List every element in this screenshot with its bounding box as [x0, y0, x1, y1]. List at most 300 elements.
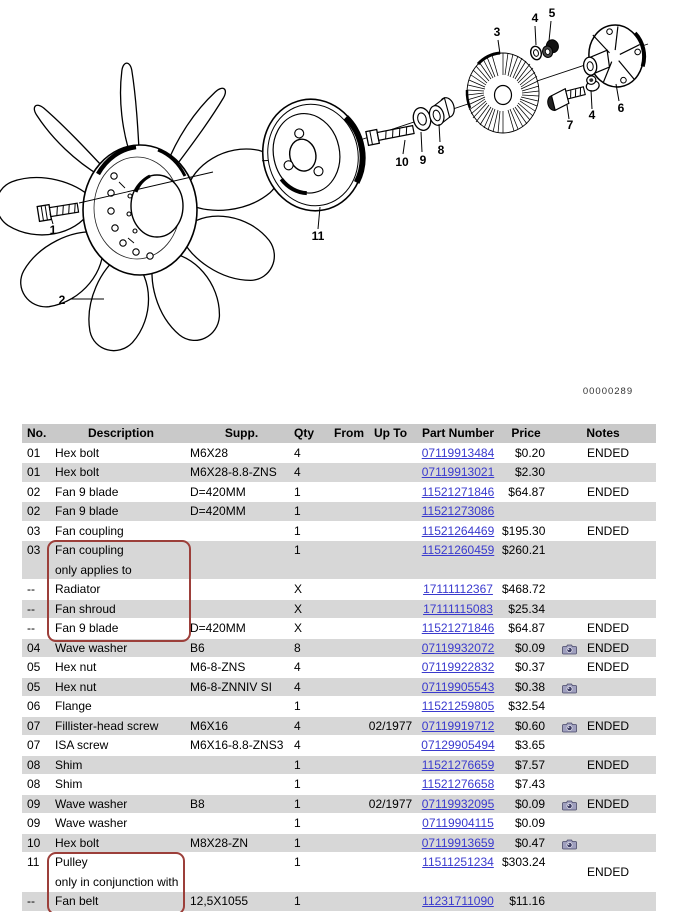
- cell-description: [52, 463, 190, 483]
- cell-notes: [550, 541, 656, 580]
- part-number-link[interactable]: 07119919712: [421, 718, 495, 733]
- callout-6: 6: [617, 101, 625, 115]
- cell-from: [331, 717, 367, 737]
- cell-qty: 1: [294, 777, 301, 791]
- cell-description: [52, 756, 190, 776]
- part-number-link[interactable]: 07119913659: [421, 835, 495, 850]
- description-text: Pulley: [55, 855, 88, 869]
- photo-camera-icon[interactable]: [562, 681, 579, 693]
- cell-part-number: [414, 736, 502, 756]
- cell-part-number: [414, 502, 502, 522]
- cell-part-number: [414, 463, 502, 483]
- description-note-text: only applies to: [55, 562, 132, 577]
- cell-part-number: [414, 814, 502, 834]
- cell-notes: [550, 502, 656, 522]
- ended-label: ENDED: [587, 864, 630, 879]
- table-row: [22, 678, 656, 698]
- cell-no: 01: [27, 465, 41, 479]
- cell-qty: 1: [294, 757, 301, 772]
- description-text: Shim: [55, 757, 83, 772]
- cell-price: $3.65: [514, 738, 545, 752]
- camera-slot-empty: [562, 779, 579, 791]
- cell-notes: [550, 814, 656, 834]
- table-row: [22, 541, 656, 580]
- cell-notes: [550, 678, 656, 698]
- cell-part-number: [414, 541, 502, 580]
- cell-no: --: [27, 601, 35, 616]
- table-row: [22, 600, 656, 620]
- description-text: Shim: [55, 777, 83, 791]
- part-number-link[interactable]: 07119932072: [421, 640, 495, 655]
- cell-from: [331, 463, 367, 483]
- description-text: Fan shroud: [55, 601, 116, 616]
- table-row: [22, 463, 656, 483]
- cell-supp: [190, 697, 293, 717]
- hex-nut-5-drawing: [540, 38, 561, 58]
- header-part-number: Part Number: [421, 426, 495, 440]
- cell-up-to: [367, 658, 414, 678]
- cell-notes: [550, 834, 656, 854]
- cell-supp: [190, 775, 293, 795]
- part-number-link[interactable]: 17111115083: [423, 601, 493, 616]
- cell-part-number: [414, 444, 502, 464]
- cell-qty: 4: [294, 718, 301, 733]
- callout-4-right: 4: [588, 108, 596, 122]
- fan-coupling-drawing: [467, 53, 539, 133]
- cell-up-to: [367, 502, 414, 522]
- cell-qty: 1: [294, 894, 301, 908]
- header-up-to: Up To: [373, 426, 408, 440]
- cell-from: [331, 502, 367, 522]
- description-note-text: only in conjunction with: [55, 874, 179, 889]
- camera-slot-empty: [562, 467, 579, 479]
- cell-up-to: [367, 541, 414, 580]
- table-row: [22, 483, 656, 503]
- cell-part-number: [414, 678, 502, 698]
- cell-part-number: [414, 522, 502, 542]
- cell-up-to: [367, 463, 414, 483]
- cell-no: 09: [27, 796, 41, 811]
- camera-slot-empty: [562, 584, 579, 596]
- cell-qty: 1: [294, 816, 301, 830]
- cell-description: [52, 444, 190, 464]
- description-text: Fan coupling: [55, 523, 124, 538]
- camera-slot-empty: [562, 818, 579, 830]
- table-row: [22, 795, 656, 815]
- cell-qty: X: [294, 601, 303, 616]
- ended-label: ENDED: [587, 484, 630, 499]
- header-price: Price: [511, 426, 541, 440]
- part-number-link[interactable]: 11511251234: [422, 855, 494, 869]
- cell-notes: [550, 619, 656, 639]
- cell-supp: M6X16: [190, 718, 229, 733]
- cell-up-to: 02/1977: [368, 796, 413, 811]
- cell-description: [52, 580, 190, 600]
- camera-slot-empty: [562, 662, 579, 674]
- ended-label: ENDED: [587, 445, 630, 460]
- cell-price: [502, 502, 550, 522]
- cell-up-to: [367, 522, 414, 542]
- hex-bolt-10-drawing: [366, 123, 415, 146]
- callout-7: 7: [566, 118, 574, 132]
- cell-from: [331, 756, 367, 776]
- cell-supp: [190, 814, 293, 834]
- cell-no: 04: [27, 640, 41, 655]
- cell-up-to: [367, 853, 414, 892]
- table-row: [22, 853, 656, 892]
- table-row: [22, 580, 656, 600]
- cell-from: [331, 639, 367, 659]
- part-number-link[interactable]: 17111112367: [423, 582, 493, 596]
- camera-slot-empty: [562, 506, 579, 518]
- cell-supp: M8X28-ZN: [190, 835, 249, 850]
- table-row: [22, 775, 656, 795]
- cell-supp: D=420MM: [190, 484, 246, 499]
- cell-no: 10: [27, 835, 41, 850]
- cell-up-to: [367, 697, 414, 717]
- cell-price: $64.87: [508, 621, 545, 635]
- parts-table: [22, 424, 656, 912]
- cell-part-number: [414, 658, 502, 678]
- cell-from: [331, 892, 367, 912]
- cell-qty: 1: [294, 855, 301, 869]
- part-number-link[interactable]: 07119922832: [421, 660, 495, 674]
- cell-qty: 8: [294, 640, 301, 655]
- camera-slot-empty: [562, 759, 579, 771]
- diagram-canvas: [0, 0, 677, 424]
- part-number-link[interactable]: 11521276658: [421, 777, 495, 791]
- cell-price: $7.57: [514, 757, 545, 772]
- cell-supp: [190, 522, 293, 542]
- cell-description: [52, 795, 190, 815]
- cell-qty: 1: [294, 543, 301, 557]
- fillister-screw-7-drawing: [545, 84, 587, 111]
- header-notes: Notes: [586, 426, 620, 440]
- cell-from: [331, 775, 367, 795]
- cell-description: [52, 522, 190, 542]
- cell-notes: [550, 444, 656, 464]
- table-row: [22, 736, 656, 756]
- description-text: Fan 9 blade: [55, 621, 119, 635]
- description-text: Wave washer: [55, 816, 128, 830]
- cell-part-number: [414, 892, 502, 912]
- cell-price: $0.20: [514, 445, 545, 460]
- cell-no: 09: [27, 816, 41, 830]
- cell-supp: M6-8-ZNNIV SI: [190, 679, 273, 694]
- cell-description: [52, 814, 190, 834]
- cell-from: [331, 580, 367, 600]
- ended-label: ENDED: [587, 621, 630, 635]
- cell-from: [331, 736, 367, 756]
- cell-part-number: [414, 853, 502, 892]
- cell-supp: 12,5X1055: [190, 894, 249, 908]
- part-number-link[interactable]: 07119904115: [422, 816, 494, 830]
- table-row: [22, 892, 656, 912]
- table-row: [22, 444, 656, 464]
- description-text: Hex nut: [55, 679, 97, 694]
- photo-camera-icon[interactable]: [562, 798, 579, 810]
- cell-notes: [550, 717, 656, 737]
- cell-part-number: [414, 717, 502, 737]
- cell-supp: M6X16-8.8-ZNS3: [190, 738, 284, 752]
- header-supp: Supp.: [224, 426, 259, 440]
- cell-notes: [550, 892, 656, 912]
- header-qty: Qty: [294, 426, 315, 440]
- cell-qty: 1: [294, 835, 301, 850]
- header-description: Description: [87, 426, 154, 440]
- cell-part-number: [414, 639, 502, 659]
- cell-qty: 4: [294, 465, 301, 479]
- table-row: [22, 522, 656, 542]
- exploded-view-diagram: [0, 0, 677, 424]
- cell-price: $0.37: [514, 660, 545, 674]
- table-row: [22, 639, 656, 659]
- cell-supp: D=420MM: [190, 621, 246, 635]
- cell-up-to: [367, 756, 414, 776]
- table-header-row: [22, 424, 656, 444]
- cell-description: [52, 658, 190, 678]
- description-text: ISA screw: [55, 738, 109, 752]
- camera-slot-empty: [562, 623, 579, 635]
- cell-qty: 1: [294, 484, 301, 499]
- cell-from: [331, 619, 367, 639]
- cell-notes: [550, 697, 656, 717]
- description-text: Wave washer: [55, 640, 128, 655]
- cell-no: 08: [27, 757, 41, 772]
- cell-price: $25.34: [508, 601, 545, 616]
- cell-up-to: [367, 775, 414, 795]
- cell-up-to: [367, 483, 414, 503]
- cell-no: 08: [27, 777, 41, 791]
- cell-supp: [190, 853, 293, 892]
- cell-notes: [550, 580, 656, 600]
- description-text: Fan 9 blade: [55, 504, 119, 518]
- cell-supp: B8: [190, 796, 205, 811]
- cell-qty: 4: [294, 660, 301, 674]
- cell-description: [52, 834, 190, 854]
- description-text: Wave washer: [55, 796, 128, 811]
- camera-slot-empty: [562, 740, 579, 752]
- cell-price: $0.09: [514, 796, 545, 811]
- wave-washer-4-top-drawing: [529, 45, 543, 61]
- description-text: Hex bolt: [55, 835, 100, 850]
- cell-price: $7.43: [514, 777, 545, 791]
- cell-price: $303.24: [502, 855, 546, 869]
- cell-description: [52, 717, 190, 737]
- part-number-link[interactable]: 07119913484: [421, 445, 495, 460]
- cell-part-number: [414, 697, 502, 717]
- cell-no: 02: [27, 484, 41, 499]
- description-text: Radiator: [55, 582, 101, 596]
- cell-notes: [550, 775, 656, 795]
- cell-description: [52, 502, 190, 522]
- ended-label: ENDED: [587, 796, 630, 811]
- cell-from: [331, 658, 367, 678]
- callout-4-top: 4: [531, 11, 539, 25]
- photo-camera-icon[interactable]: [562, 642, 579, 654]
- table-row: [22, 814, 656, 834]
- cell-supp: [190, 580, 293, 600]
- ended-label: ENDED: [587, 718, 630, 733]
- cell-from: [331, 678, 367, 698]
- cell-supp: M6X28-8.8-ZNS: [190, 465, 277, 479]
- table-row: [22, 658, 656, 678]
- description-text: Fan belt: [55, 894, 99, 908]
- header-no: No.: [27, 426, 47, 440]
- cell-qty: X: [294, 621, 303, 635]
- cell-no: --: [27, 582, 35, 596]
- table-row: [22, 756, 656, 776]
- cell-qty: 4: [294, 679, 301, 694]
- part-number-link[interactable]: 11231711090: [422, 894, 494, 908]
- part-number-link[interactable]: 07129905494: [421, 738, 495, 752]
- cell-part-number: [414, 600, 502, 620]
- cell-up-to: 02/1977: [368, 718, 413, 733]
- cell-up-to: [367, 600, 414, 620]
- cell-from: [331, 697, 367, 717]
- photo-camera-icon[interactable]: [562, 720, 579, 732]
- cell-supp: [190, 600, 293, 620]
- cell-from: [331, 600, 367, 620]
- callout-3: 3: [493, 25, 501, 39]
- cell-notes: [550, 658, 656, 678]
- cell-description: [52, 619, 190, 639]
- part-number-link[interactable]: 11521264469: [421, 523, 495, 538]
- part-number-link[interactable]: 11521260459: [421, 543, 495, 557]
- cell-no: 05: [27, 660, 41, 674]
- cell-part-number: [414, 580, 502, 600]
- cell-part-number: [414, 619, 502, 639]
- part-number-link[interactable]: 11521271846: [421, 484, 495, 499]
- diagram-plate-code: 00000289: [582, 386, 634, 397]
- cell-description: [52, 600, 190, 620]
- cell-notes: [550, 795, 656, 815]
- cell-up-to: [367, 814, 414, 834]
- cell-from: [331, 853, 367, 892]
- cell-price: $0.38: [514, 679, 545, 694]
- cell-up-to: [367, 892, 414, 912]
- camera-slot-empty: [562, 867, 579, 879]
- part-number-link[interactable]: 11521259805: [421, 699, 495, 713]
- part-number-link[interactable]: 07119905543: [421, 679, 495, 694]
- cell-notes: [550, 736, 656, 756]
- cell-up-to: [367, 619, 414, 639]
- cell-description: [52, 853, 190, 892]
- cell-supp: [190, 756, 293, 776]
- cell-description: [52, 483, 190, 503]
- camera-slot-empty: [562, 701, 579, 713]
- cell-qty: 4: [294, 445, 301, 460]
- camera-slot-empty: [562, 525, 579, 537]
- table-row: [22, 502, 656, 522]
- callout-10: 10: [395, 155, 409, 169]
- description-text: Fan 9 blade: [55, 484, 119, 499]
- cell-up-to: [367, 639, 414, 659]
- cell-no: 07: [27, 738, 41, 752]
- cell-qty: X: [294, 582, 303, 596]
- cell-price: $32.54: [508, 699, 545, 713]
- cell-part-number: [414, 834, 502, 854]
- cell-description: [52, 678, 190, 698]
- cell-supp: D=420MM: [190, 504, 246, 518]
- table-row: [22, 697, 656, 717]
- callout-5: 5: [548, 6, 556, 20]
- cell-price: $2.30: [514, 465, 545, 479]
- part-number-link[interactable]: 11521273086: [421, 504, 495, 518]
- ended-label: ENDED: [587, 660, 630, 674]
- cell-from: [331, 814, 367, 834]
- part-number-link[interactable]: 11521271846: [421, 621, 495, 635]
- cell-notes: [550, 600, 656, 620]
- cell-notes: [550, 756, 656, 776]
- ended-label: ENDED: [587, 757, 630, 772]
- cell-no: 03: [27, 523, 41, 538]
- cell-from: [331, 541, 367, 580]
- cell-notes: [550, 463, 656, 483]
- cell-part-number: [414, 756, 502, 776]
- cell-up-to: [367, 678, 414, 698]
- cell-qty: 1: [294, 796, 301, 811]
- cell-price: $0.47: [514, 835, 545, 850]
- description-text: Hex bolt: [55, 465, 100, 479]
- cell-supp: M6X28: [190, 445, 229, 460]
- cell-price: $195.30: [502, 523, 546, 538]
- cell-notes: [550, 853, 656, 892]
- description-text: Fan coupling: [55, 543, 124, 557]
- cell-qty: 1: [294, 699, 301, 713]
- cell-description: [52, 639, 190, 659]
- description-text: Fillister-head screw: [55, 718, 159, 733]
- table-row: [22, 717, 656, 737]
- cell-from: [331, 444, 367, 464]
- cell-description: [52, 892, 190, 912]
- camera-slot-empty: [562, 896, 579, 908]
- cell-supp: M6-8-ZNS: [190, 660, 246, 674]
- cell-description: [52, 541, 190, 580]
- cell-price: $0.60: [514, 718, 545, 733]
- cell-description: [52, 775, 190, 795]
- cell-from: [331, 522, 367, 542]
- cell-no: --: [27, 621, 35, 635]
- callout-11: 11: [311, 229, 325, 243]
- description-text: Hex bolt: [55, 445, 100, 460]
- cell-supp: [190, 541, 293, 580]
- pulley-drawing: [251, 90, 373, 221]
- header-from: From: [334, 426, 364, 440]
- cell-description: [52, 697, 190, 717]
- description-text: Hex nut: [55, 660, 97, 674]
- part-number-link[interactable]: 07119932095: [421, 796, 495, 811]
- cell-no: 11: [27, 855, 40, 869]
- parts-table-body: [22, 444, 656, 912]
- part-number-link[interactable]: 07119913021: [421, 465, 495, 479]
- part-number-link[interactable]: 11521276659: [421, 757, 495, 772]
- cell-qty: 1: [294, 523, 301, 538]
- cell-no: 01: [27, 445, 41, 460]
- photo-camera-icon[interactable]: [562, 837, 579, 849]
- cell-no: 07: [27, 718, 41, 733]
- cell-price: $468.72: [502, 582, 546, 596]
- cell-qty: 4: [294, 738, 301, 752]
- cell-qty: 1: [294, 504, 301, 518]
- description-text: Flange: [55, 699, 92, 713]
- ended-label: ENDED: [587, 640, 630, 655]
- camera-slot-empty: [562, 486, 579, 498]
- cell-up-to: [367, 580, 414, 600]
- cell-price: $260.21: [502, 543, 546, 557]
- cell-no: 02: [27, 504, 41, 518]
- cell-price: $0.09: [514, 816, 545, 830]
